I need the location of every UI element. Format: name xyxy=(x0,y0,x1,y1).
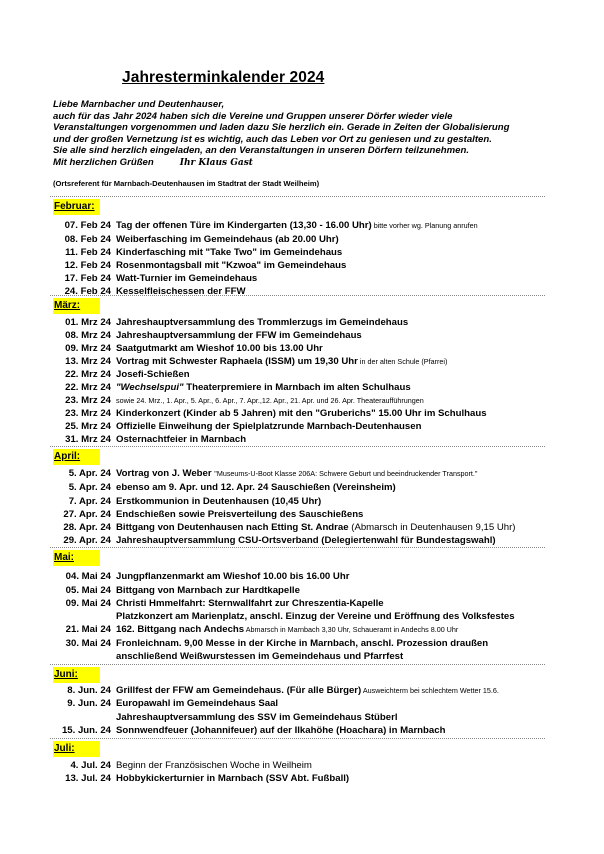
event-date: 22. Mrz 24 xyxy=(65,369,111,380)
event-description: Theaterpremiere in Marnbach im alten Schulhaus xyxy=(183,382,411,393)
page-title: Jahresterminkalender 2024 xyxy=(122,69,325,86)
event-description: ebenso am 9. Apr. und 12. Apr. 24 Sauschießen (Vereinsheim) xyxy=(116,482,396,493)
intro-line xyxy=(53,157,593,170)
event-description: Osternachtfeier in Marnbach xyxy=(116,434,247,445)
event-text xyxy=(116,697,278,710)
event-date: 09. Mrz 24 xyxy=(65,343,111,354)
event-text xyxy=(116,534,496,547)
event-date: 11. Feb 24 xyxy=(65,247,111,258)
event-text xyxy=(116,219,478,232)
event-description: Endschießen sowie Preisverteilung des Sauschießens xyxy=(116,509,364,520)
event-text xyxy=(116,724,445,737)
event-date: 08. Feb 24 xyxy=(64,234,111,245)
event-description: 162. Bittgang nach Andechs xyxy=(116,624,245,635)
event-date: 21. Mai 24 xyxy=(65,624,111,635)
event-row xyxy=(0,316,604,329)
event-row xyxy=(0,342,604,355)
event-description: Watt-Turnier im Gemeindehaus xyxy=(116,273,258,284)
event-date: 08. Mrz 24 xyxy=(65,330,111,341)
intro-line: Veranstaltungen vorgenommen und laden dazu Sie herzlich ein. Gerade in Zeiten der Globalisierung xyxy=(53,122,510,134)
section-divider xyxy=(50,547,545,548)
event-date: 07. Feb 24 xyxy=(64,220,111,231)
section-divider xyxy=(50,295,545,296)
event-text xyxy=(116,610,515,623)
event-text xyxy=(116,623,458,636)
event-text xyxy=(116,481,396,494)
event-row xyxy=(0,570,604,583)
event-row xyxy=(0,724,604,737)
event-row xyxy=(0,272,604,285)
event-text xyxy=(116,368,190,381)
event-text xyxy=(116,584,300,597)
event-note: bitte vorher wg. Planung anrufen xyxy=(371,221,478,230)
event-description: Kinderfasching mit "Take Two" im Gemeindehaus xyxy=(116,247,343,258)
event-detail: Beginn der Französischen Woche in Weilheim xyxy=(116,760,312,771)
event-text xyxy=(116,711,398,724)
event-text xyxy=(116,355,447,368)
event-row xyxy=(0,637,604,650)
event-note: in der alten Schule (Pfarrei) xyxy=(357,357,448,366)
event-note: Abmarsch in Marnbach 3,30 Uhr, Schaueramt in Andechs 8.00 Uhr xyxy=(244,625,459,634)
event-text xyxy=(116,407,487,420)
event-description: Jungpflanzenmarkt am Wieshof 10.00 bis 16.00 Uhr xyxy=(116,571,350,582)
event-date: 5. Apr. 24 xyxy=(68,482,111,493)
event-row xyxy=(0,584,604,597)
event-row xyxy=(0,407,604,420)
event-row xyxy=(0,684,604,697)
event-date: 22. Mrz 24 xyxy=(65,382,111,393)
event-date: 29. Apr. 24 xyxy=(63,535,111,546)
event-date: 27. Apr. 24 xyxy=(63,509,111,520)
event-detail: (Abmarsch in Deutenhausen 9,15 Uhr) xyxy=(348,522,516,533)
event-row xyxy=(0,597,604,610)
event-description: Kinderkonzert (Kinder ab 5 Jahren) mit den "Gruberichs" 15.00 Uhr im Schulhaus xyxy=(116,408,487,419)
event-row xyxy=(0,433,604,446)
event-row xyxy=(0,219,604,232)
intro-line: Sie alle sind herzlich eingeladen, an den Veranstaltungen in unseren Dörfern teilzunehmen. xyxy=(53,145,469,157)
event-text xyxy=(116,285,246,298)
event-date: 30. Mai 24 xyxy=(65,638,111,649)
event-description: Hobbykickerturnier in Marnbach (SSV Abt. Fußball) xyxy=(116,773,350,784)
event-note: "Museums-U-Boot Klasse 206A: Schwere Geburt und beeindruckender Transport." xyxy=(214,469,478,478)
event-text xyxy=(116,272,257,285)
event-row xyxy=(0,329,604,342)
event-row xyxy=(0,508,604,521)
event-date: 23. Mrz 24 xyxy=(65,395,111,406)
event-text xyxy=(116,316,408,329)
event-description: Tag der offenen Türe im Kindergarten (13,30 - 16.00 Uhr) xyxy=(116,220,372,231)
event-description: Jahreshauptversammlung des Trommlerzugs im Gemeindehaus xyxy=(116,317,409,328)
event-row xyxy=(0,381,604,394)
event-description: Weiberfasching im Gemeindehaus (ab 20.00 Uhr) xyxy=(116,234,339,245)
event-description: Rosenmontagsball mit "Kzwoa" im Gemeindehaus xyxy=(116,260,347,271)
event-row xyxy=(0,420,604,433)
section-divider xyxy=(50,738,545,739)
event-text xyxy=(116,684,499,697)
event-text xyxy=(116,433,246,446)
intro-line: auch für das Jahr 2024 haben sich die Vereine und Gruppen unserer Dörfer wieder viele xyxy=(53,110,453,122)
event-description: Grillfest der FFW am Gemeindehaus. (Für alle Bürger) xyxy=(116,685,362,696)
intro-line: und der großen Vernetzung ist es wichtig, auch das Leben vor Ort zu geniesen und zu gestalten. xyxy=(53,133,492,145)
event-row xyxy=(0,285,604,298)
event-description: Saatgutmarkt am Wieshof 10.00 bis 13.00 Uhr xyxy=(116,343,323,354)
event-row xyxy=(0,246,604,259)
event-text xyxy=(116,467,477,480)
event-row xyxy=(0,368,604,381)
event-text xyxy=(116,597,384,610)
section-divider xyxy=(50,196,545,197)
section-divider xyxy=(50,446,545,447)
event-row xyxy=(0,495,604,508)
event-text xyxy=(116,570,349,583)
event-date: 9. Jun. 24 xyxy=(67,698,111,709)
event-row xyxy=(0,481,604,494)
event-row xyxy=(0,355,604,368)
event-description: Sonnwendfeuer (Johannifeuer) auf der Ilkahöhe (Hoachara) in Marnbach xyxy=(116,725,446,736)
event-description: Jahreshauptversammlung CSU-Ortsverband (Delegiertenwahl für Bundestagswahl) xyxy=(116,535,496,546)
event-text xyxy=(116,637,488,650)
section-divider xyxy=(50,664,545,665)
event-row xyxy=(0,259,604,272)
event-description: Josefi-Schießen xyxy=(116,369,190,380)
event-date: 28. Apr. 24 xyxy=(63,522,111,533)
month-heading: Mai: xyxy=(53,550,100,566)
event-row xyxy=(0,233,604,246)
event-text xyxy=(116,650,403,663)
event-description: Jahreshauptversammlung der FFW im Gemeindehaus xyxy=(116,330,362,341)
intro-letter xyxy=(53,99,593,170)
event-row xyxy=(0,610,604,623)
event-text xyxy=(116,759,312,772)
signature: Ihr Klaus Gast xyxy=(179,157,253,168)
event-description: Europawahl im Gemeindehaus Saal xyxy=(116,698,279,709)
event-date: 09. Mai 24 xyxy=(65,598,111,609)
event-row xyxy=(0,697,604,710)
intro-line: Liebe Marnbacher und Deutenhauser, xyxy=(53,99,225,110)
month-heading: Juni: xyxy=(53,667,100,683)
event-row xyxy=(0,650,604,663)
event-row xyxy=(0,521,604,534)
event-text xyxy=(116,495,321,508)
event-text xyxy=(116,259,346,272)
event-date: 25. Mrz 24 xyxy=(65,421,111,432)
event-date: 04. Mai 24 xyxy=(65,571,111,582)
event-description: Vortrag mit Schwester Raphaela (ISSM) um 19,30 Uhr xyxy=(116,356,358,367)
event-row xyxy=(0,623,604,636)
event-text xyxy=(116,394,424,407)
event-text xyxy=(116,508,363,521)
event-text xyxy=(116,329,362,342)
event-date: 7. Apr. 24 xyxy=(68,496,111,507)
month-heading: März: xyxy=(53,298,100,314)
event-description: Fronleichnam. 9,00 Messe in der Kirche in Marnbach, anschl. Prozession draußen xyxy=(116,638,489,649)
event-note: sowie 24. Mrz., 1. Apr., 5. Apr., 6. Apr., 7. Apr.,12. Apr., 21. Apr. und 26. Apr. Theateraufführungen xyxy=(116,396,424,405)
event-description: Bittgang von Marnbach zur Hardtkapelle xyxy=(116,585,300,596)
event-description: Erstkommunion in Deutenhausen (10,45 Uhr) xyxy=(116,496,322,507)
event-description: Offizielle Einweihung der Spielplatzrunde Marnbach-Deutenhausen xyxy=(116,421,422,432)
event-date: 01. Mrz 24 xyxy=(65,317,111,328)
event-text xyxy=(116,420,421,433)
event-text xyxy=(116,342,323,355)
event-text xyxy=(116,521,516,534)
event-row xyxy=(0,772,604,785)
event-description: anschließend Weißwurstessen im Gemeindehaus und Pfarrfest xyxy=(116,651,404,662)
event-date: 5. Apr. 24 xyxy=(68,468,111,479)
event-date: 23. Mrz 24 xyxy=(65,408,111,419)
event-description: Platzkonzert am Marienplatz, anschl. Einzug der Vereine und Eröffnung des Volksfestes xyxy=(116,611,515,622)
event-date: 13. Mrz 24 xyxy=(65,356,111,367)
event-description: Vortrag von J. Weber xyxy=(116,468,215,479)
month-heading: Februar: xyxy=(53,199,100,215)
event-text xyxy=(116,772,349,785)
event-row xyxy=(0,467,604,480)
event-date: 15. Jun. 24 xyxy=(61,725,111,736)
event-text xyxy=(116,246,342,259)
event-row xyxy=(0,394,604,407)
event-text xyxy=(116,381,411,394)
event-text xyxy=(116,233,339,246)
event-description: Christi Hmmelfahrt: Sternwallfahrt zur Chreszentia-Kapelle xyxy=(116,598,384,609)
month-heading: April: xyxy=(53,449,100,465)
month-heading: Juli: xyxy=(53,741,100,757)
event-date: 8. Jun. 24 xyxy=(67,685,111,696)
author-note: (Ortsreferent für Marnbach-Deutenhausen im Stadtrat der Stadt Weilheim) xyxy=(53,179,320,188)
event-description: Jahreshauptversammlung des SSV im Gemeindehaus Stüberl xyxy=(116,712,398,723)
event-date: 4. Jul. 24 xyxy=(70,760,111,771)
event-row xyxy=(0,711,604,724)
event-date: 17. Feb 24 xyxy=(64,273,111,284)
greeting: Mit herzlichen Grüßen xyxy=(53,156,154,168)
event-description: Bittgang von Deutenhausen nach Etting St. Andrae xyxy=(116,522,349,533)
event-date: 12. Feb 24 xyxy=(64,260,111,271)
event-description: Kesselfleischessen der FFW xyxy=(116,286,246,297)
event-title: "Wechselspui" xyxy=(116,382,184,393)
event-date: 13. Jul. 24 xyxy=(65,773,111,784)
event-note: Ausweichterm bei schlechtem Wetter 15.6. xyxy=(361,686,499,695)
event-date: 31. Mrz 24 xyxy=(65,434,111,445)
event-row xyxy=(0,759,604,772)
event-date: 05. Mai 24 xyxy=(65,585,111,596)
event-row xyxy=(0,534,604,547)
event-date: 24. Feb 24 xyxy=(64,286,111,297)
